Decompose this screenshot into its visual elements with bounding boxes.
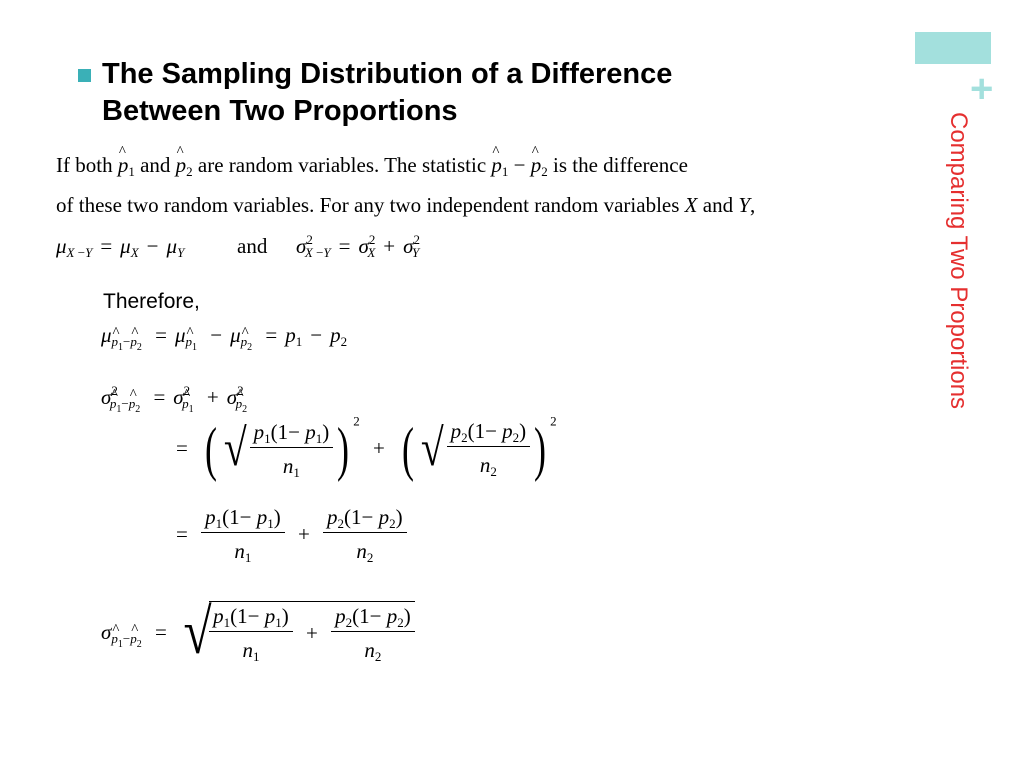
and-between-formulas: and bbox=[237, 234, 268, 258]
square-bullet-icon bbox=[78, 69, 91, 82]
mean-difference-formula: $\mu_{p_1-p_2} = \mu_{p_1} - \mu_{p_2} = p_1 - p_2$ bbox=[101, 323, 348, 353]
intro-text-and: and bbox=[140, 153, 171, 177]
intro-text-if-both: If both bbox=[56, 153, 113, 177]
intro-text-and-2: and bbox=[702, 193, 734, 217]
intro-line-1: If both ^ $p_1$ and ^ $p_2$ are random variables. The statistic ^ $p_1$ − ^ $p_2$ is the difference bbox=[56, 153, 688, 178]
heading-line-2: Between Two Proportions bbox=[102, 95, 458, 127]
intro-text-random-variables: are random variables. The statistic bbox=[197, 153, 487, 177]
slide-heading bbox=[78, 56, 672, 130]
heading-line-1: The Sampling Distribution of a Difference bbox=[102, 58, 673, 90]
squared-sqrt-line: = ( √ $\frac{p_1(1- p_1)}{n_1}$ ) $^2$ + ( √ $\frac{p_2(1- p_2)}{n_2}$ ) $^2$ bbox=[176, 413, 557, 482]
plus-icon: + bbox=[970, 67, 994, 111]
variance-difference-formula: $\sigma^2_{p_1-p_2} = \sigma^2_{p_1} + \sigma^2_{p_2}$ bbox=[101, 383, 248, 415]
intro-text-difference: is the difference bbox=[553, 153, 688, 177]
intro-text-independent: of these two random variables. For any two independent random variables bbox=[56, 193, 680, 217]
var-y: Y bbox=[738, 193, 751, 217]
p1-hat-symbol: ^ p bbox=[118, 153, 129, 178]
therefore-label: Therefore, bbox=[103, 290, 200, 313]
mean-formula: $\mu_{X -Y} = \mu_X - \mu_Y$ bbox=[56, 234, 185, 260]
var-x: X bbox=[684, 193, 698, 217]
accent-bar bbox=[915, 32, 991, 64]
side-title: Comparing Two Proportions bbox=[945, 112, 972, 410]
variance-formula: $\sigma^2_{X -Y} = \sigma^2_X + \sigma^2_Y$ bbox=[296, 232, 420, 260]
simplified-variance-line: = $\frac{p_1(1- p_1)}{n_1}$ + $\frac{p_2(1- p_2)}{n_2}$ bbox=[168, 505, 407, 564]
intro-line-2: of these two random variables. For any two independent random variables X and Y, bbox=[56, 193, 756, 217]
standard-deviation-formula: $\sigma_{p_1-p_2}$ = √ $\frac{p_1(1- p_1)}{n_1}$ + $\frac{p_2(1- p_2)}{n_2}$ bbox=[101, 600, 415, 664]
p2-hat-symbol: ^ p bbox=[176, 153, 187, 178]
